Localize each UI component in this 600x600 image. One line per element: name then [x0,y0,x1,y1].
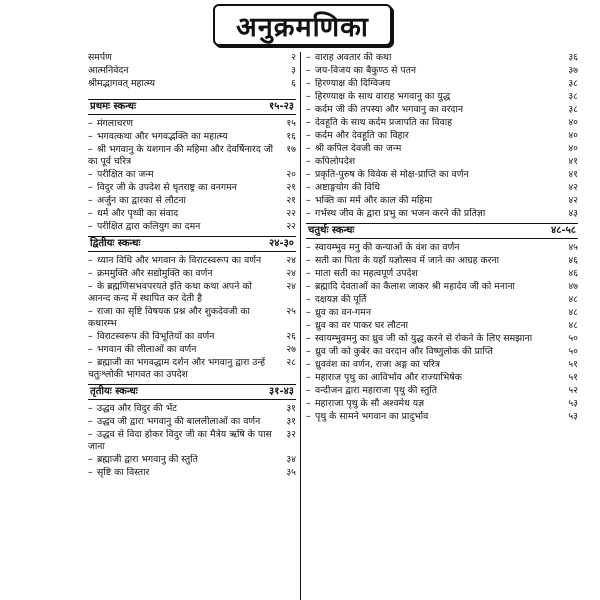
toc-entry-title: – ध्रुव जी को कुबेर का वरदान और विष्णुलोक की प्राप्ति [306,346,556,358]
section-3-list [88,403,296,480]
section-3-continued-list [306,52,578,221]
toc-entry-title: – दक्षयज्ञ की पूर्ति [306,294,556,306]
toc-entry-page: ४२ [568,182,578,193]
toc-entry [306,320,578,333]
toc-entry-title: – के ब्रह्मणिसभवपरयते इति कथा कथा अपने को आनन्द कन्द में स्थापित कर देती है [88,281,274,305]
toc-entry-page: २१ [286,182,296,193]
toc-entry-title: – वन्दीजन द्वारा महाराजा पृथु की स्तुति [306,385,556,397]
toc-entry-title: – गर्भस्थ जीव के द्वारा प्रभु का भजन करने की प्रतिज्ञा [306,208,556,220]
toc-entry-title: – विराटस्वरूप की विभूतियों का वर्णन [88,331,274,343]
toc-entry-page: २६ [286,331,296,342]
column-divider [300,52,301,600]
toc-entry-page: ५० [568,346,578,357]
section-range: ३१-४३ [269,386,294,397]
toc-entry-title: – ब्रह्माजी का भगवद्धाम दर्शन और भगवानु द्वारा उन्हें चतुःश्लोकी भागवत का उपदेश [88,357,274,381]
toc-entry [88,416,296,429]
toc-entry [306,268,578,281]
toc-entry-title: श्रीमद्भागवत् महात्म्य [88,78,156,89]
toc-entry [306,104,578,117]
toc-entry-title: – महाराजा पृथु के सौ अश्वमेध यज्ञ [306,398,556,410]
toc-entry-page: ४० [568,117,578,128]
toc-entry [88,454,296,467]
toc-entry-title: – सृष्टि का विस्तार [88,467,274,479]
toc-entry [306,195,578,208]
toc-entry-page: ३१ [286,416,296,427]
toc-entry-page: २० [286,169,296,180]
toc-entry-title: – स्वायम्भुवमनु का ध्रुव जी को युद्ध करने से रोकने के लिए समझाना [306,333,556,345]
toc-entry-page: ३८ [568,78,578,89]
section-range: ४८-५८ [551,225,576,236]
toc-entry-page: ५० [568,333,578,344]
toc-entry [306,411,578,424]
toc-entry-title: – श्री भगवानु के यशगान की महिमा और देवर्षिनारद जी का पूर्व चरित्र [88,144,274,168]
toc-entry-page: ४५ [568,242,578,253]
toc-entry-page: १७ [286,144,296,155]
left-column [88,52,296,480]
toc-entry-page: ४१ [568,169,578,180]
toc-entry [88,306,296,331]
toc-entry [88,131,296,144]
toc-entry-page: ४३ [568,208,578,219]
toc-entry [306,359,578,372]
toc-entry [88,357,296,382]
toc-entry [306,333,578,346]
toc-entry [306,372,578,385]
toc-entry-page: ३७ [568,65,578,76]
toc-entry-page: १६ [286,131,296,142]
toc-entry-title: – भगवान की लीलाओं का वर्णन [88,344,274,356]
section-2-list [88,255,296,382]
toc-entry-page: २४ [286,268,296,279]
section-header-2 [88,236,296,252]
toc-entry-page: ३६ [568,52,578,63]
toc-entry-page: ५३ [568,411,578,422]
toc-entry-page: २२ [286,208,296,219]
toc-entry [306,143,578,156]
toc-entry [88,52,296,65]
page-title: अनुक्रमणिका [213,4,392,46]
toc-entry [88,144,296,169]
toc-entry [306,182,578,195]
toc-entry [306,91,578,104]
toc-entry-page: २४ [286,281,296,292]
section-name: द्वितीयः स्कन्धः [90,238,141,249]
toc-entry [88,331,296,344]
toc-entry [306,398,578,411]
toc-entry-page: ४० [568,130,578,141]
section-range: १५-२३ [269,101,294,112]
toc-entry [88,78,296,91]
toc-entry-page: २५ [286,306,296,317]
toc-entry [306,385,578,398]
toc-entry-title: – राजा का सृष्टि विषयक प्रश्न और शुकदेवजी का कथारम्भ [88,306,274,330]
toc-entry-title: – ध्यान विधि और भगवान के विराटस्वरूप का वर्णन [88,255,274,267]
toc-entry [88,344,296,357]
toc-entry [306,156,578,169]
toc-entry-page: ४२ [568,195,578,206]
toc-entry [306,281,578,294]
toc-entry-page: २१ [286,195,296,206]
toc-entry-page: ६ [291,78,296,89]
toc-entry [88,208,296,221]
section-name: प्रथमः स्कन्धः [90,101,137,112]
toc-entry [306,255,578,268]
toc-entry [88,195,296,208]
toc-entry-title: – ध्रुववंश का वर्णन, राजा अङ्ग का चरित्र [306,359,556,371]
toc-entry [88,268,296,281]
toc-entry-title: – सती का पिता के यहाँ यज्ञोत्सव में जाने का आग्रह करना [306,255,556,267]
toc-entry-page: ४८ [568,307,578,318]
toc-entry-title: – श्री कपिल देवजी का जन्म [306,143,556,155]
toc-entry-page: २ [291,52,296,63]
toc-entry [306,208,578,221]
toc-entry-title: – भगवत्कथा और भगवद्भक्ति का महात्म्य [88,131,274,143]
toc-entry-page: ४१ [568,156,578,167]
toc-entry-title: – मंगलाचरण [88,118,274,130]
toc-entry-title: – उद्धव और विदुर की भेंट [88,403,274,415]
toc-entry-title: – धर्म और पृथ्वी का संवाद [88,208,274,220]
toc-entry-page: ३८ [568,91,578,102]
toc-entry-page: ५३ [568,398,578,409]
toc-entry [306,169,578,182]
toc-entry-title: – स्वायम्भुव मनु की कन्याओं के वंश का वर्णन [306,242,556,254]
toc-entry-page: ५१ [568,359,578,370]
toc-entry-title: – पृथु के सामने भगवान का प्रादुर्भाव [306,411,556,423]
toc-entry-title: – अष्टाङ्गयोग की विधि [306,182,556,194]
toc-entry-page: ४७ [568,281,578,292]
section-4-list [306,242,578,424]
toc-entry-page: १५ [286,118,296,129]
toc-entry-title: – हिरण्याक्ष की दिग्विजय [306,78,556,90]
toc-entry-page: ४६ [568,255,578,266]
toc-entry-title: – ध्रुव का वर पाकर घर लौटना [306,320,556,332]
section-1-list [88,118,296,234]
toc-entry-page: ४८ [568,294,578,305]
toc-entry [88,429,296,454]
toc-entry [306,307,578,320]
toc-entry-title: – परीक्षित का जन्म [88,169,274,181]
toc-entry-title: – महाराज पृथु का आविर्भाव और राज्याभिषेक [306,372,556,384]
toc-entry-title: – विदुर जी के उपदेश से धृतराष्ट्र का वनगमन [88,182,274,194]
toc-entry-title: – कर्दम और देवहूति का विहार [306,130,556,142]
toc-entry-title: – क्रममुक्ति और सद्योमुक्ति का वर्णन [88,268,274,280]
section-name: तृतीयः स्कन्धः [90,386,138,397]
section-header-1 [88,99,296,115]
right-column [306,52,578,424]
toc-entry-title: – अर्जुन का द्वारका से लौटना [88,195,274,207]
toc-entry [88,169,296,182]
intro-list [88,52,296,91]
toc-entry [88,403,296,416]
toc-entry-page: ३८ [568,104,578,115]
toc-entry [88,467,296,480]
toc-entry-title: – परीक्षित द्वारा कलियुग का दमन [88,221,274,233]
toc-entry [306,65,578,78]
toc-entry-title: – ब्रह्माजी द्वारा भगवानु की स्तुति [88,454,274,466]
toc-entry-page: ४६ [568,268,578,279]
toc-entry [88,118,296,131]
toc-entry [88,221,296,234]
toc-entry-title: – जय-विजय का बैकुण्ठ से पतन [306,65,556,77]
toc-entry-page: २७ [286,344,296,355]
toc-entry-title: – ब्रह्मादि देवताओं का कैलाश जाकर श्री महादेव जी को मनाना [306,281,556,293]
section-header-3 [88,384,296,400]
toc-entry [88,281,296,306]
toc-entry-title: – प्रकृति-पुरुष के विवेक से मोक्ष-प्राप्ति का वर्णन [306,169,556,181]
toc-entry [306,78,578,91]
toc-entry-page: ३५ [286,467,296,478]
toc-entry [306,130,578,143]
toc-entry-page: २२ [286,221,296,232]
section-name: चतुर्थः स्कन्धः [308,225,355,236]
toc-entry-title: – देवहूति के साथ कर्दम प्रजापति का विवाह [306,117,556,129]
toc-entry-page: ३२ [286,429,296,440]
toc-entry-title: आत्मनिवेदन [88,65,129,76]
toc-entry-title: – कपिलोपदेश [306,156,556,168]
toc-entry-page: ५२ [568,385,578,396]
toc-entry [88,65,296,78]
toc-entry-title: – उद्धव से विदा होकर विदुर जी का मैत्रेय ऋषि के पास जाना [88,429,274,453]
toc-entry-title: – उद्धव जी द्वारा भगवानु की बाललीलाओं का वर्णन [88,416,274,428]
toc-entry-page: २४ [286,255,296,266]
toc-entry [306,242,578,255]
toc-entry [88,255,296,268]
toc-entry-page: ३४ [286,454,296,465]
toc-entry [88,182,296,195]
toc-entry-title: – वाराह अवतार की कथा [306,52,556,64]
section-header-4 [306,223,578,239]
toc-entry [306,346,578,359]
toc-entry-title: – ध्रुव का वन-गमन [306,307,556,319]
toc-entry-page: ३ [291,65,296,76]
toc-entry-title: – भक्ति का मर्म और काल की महिमा [306,195,556,207]
toc-entry [306,294,578,307]
toc-entry-page: ५१ [568,372,578,383]
section-range: २४-३० [269,238,294,249]
toc-entry-page: ४० [568,143,578,154]
toc-entry [306,117,578,130]
toc-entry-title: – कर्दम जी की तपस्या और भगवानु का वरदान [306,104,556,116]
toc-entry-page: ४८ [568,320,578,331]
toc-entry-page: ३१ [286,403,296,414]
toc-entry-title: – हिरण्याक्ष के साथ वाराह भगवानु का युद्ध [306,91,556,103]
toc-entry-title: समर्पण [88,52,112,63]
toc-entry-page: २८ [286,357,296,368]
toc-entry-title: – माता सती का महत्वपूर्ण उपदेश [306,268,556,280]
toc-entry [306,52,578,65]
